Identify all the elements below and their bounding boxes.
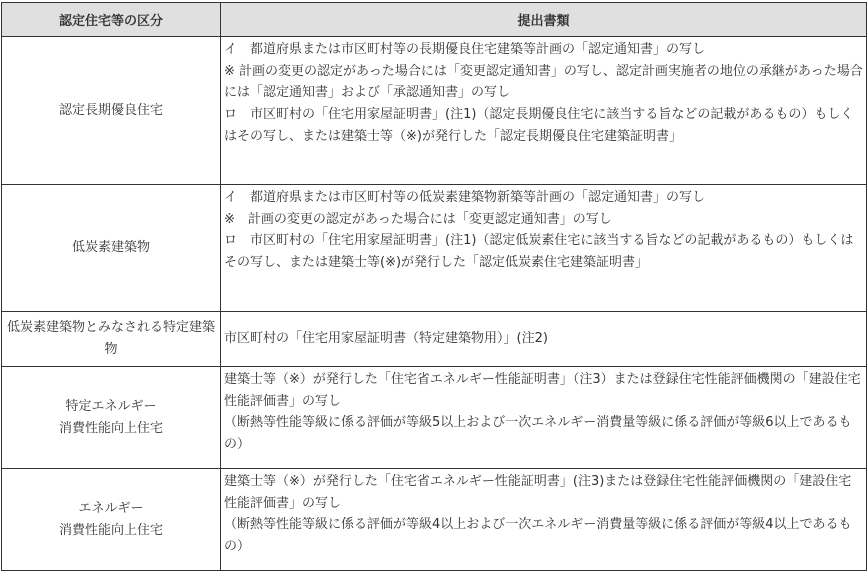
- document-line: ロ 市区町村の「住宅用家屋証明書」(注1)（認定低炭素住宅に該当する旨などの記載があるもの）もしくはその写し、または建築士等(※)が発行した「認定低炭素住宅建築証明書」: [224, 233, 854, 271]
- category-cell: 認定長期優良住宅: [2, 37, 221, 185]
- category-cell: 低炭素建築物: [2, 185, 221, 312]
- document-line: イ 都道府県または市区町村等の長期優良住宅建築等計画の「認定通知書」の写し: [224, 42, 706, 57]
- table-row: [2, 469, 867, 571]
- table-row: [2, 37, 867, 185]
- category-line: エネルギー: [78, 500, 144, 516]
- category-line: 消費性能向上住宅: [58, 522, 163, 538]
- table-row: [2, 367, 867, 469]
- table-row: [2, 185, 867, 312]
- category-cell: 低炭素建築物とみなされる特定建築物: [2, 312, 221, 367]
- category-cell: [2, 469, 221, 571]
- document-condition: （断熱等性能等級に係る評価が等級4以上および一次エネルギー消費量等級に係る評価が等級4以上であるもの）: [224, 517, 852, 555]
- documents-cell: [221, 367, 867, 469]
- documents-cell: [221, 469, 867, 571]
- category-line: 特定エネルギー: [65, 398, 157, 414]
- documents-cell: [221, 185, 867, 312]
- category-cell: [2, 367, 221, 469]
- table-header-row: [2, 3, 867, 37]
- header-category: 認定住宅等の区分: [2, 3, 221, 37]
- document-line: イ 都道府県または市区町村等の低炭素建築物新築等計画の「認定通知書」の写し: [224, 190, 706, 205]
- document-condition: （断熱等性能等級に係る評価が等級5以上および一次エネルギー消費量等級に係る評価が等級6以上であるもの）: [224, 415, 852, 453]
- document-line: 市区町村の「住宅用家屋証明書（特定建築物用）」(注2): [224, 331, 548, 347]
- document-note: ※ 計画の変更の認定があった場合には「変更認定通知書」の写し、認定計画実施者の地位の承継があった場合には「認定通知書」および「承認通知書」の写し: [224, 63, 863, 101]
- document-note: ※ 計画の変更の認定があった場合には「変更認定通知書」の写し: [224, 211, 612, 227]
- table-row: [2, 312, 867, 367]
- header-documents: 提出書類: [221, 3, 867, 37]
- documents-cell: [221, 37, 867, 185]
- category-line: 消費性能向上住宅: [58, 420, 163, 436]
- document-line: ロ 市区町村の「住宅用家屋証明書」(注1)（認定長期優良住宅に該当する旨などの記載があるもの）もしくはその写し、または建築士等（※)が発行した「認定長期優良住宅建築証明書」: [224, 107, 854, 144]
- documents-table: [1, 2, 867, 571]
- documents-cell: [221, 312, 867, 367]
- document-line: 建築士等（※）が発行した「住宅省エネルギー性能証明書」(注3)または登録住宅性能評価機関の「建設住宅性能評価書」の写し: [224, 474, 852, 511]
- document-line: 建築士等（※）が発行した「住宅省エネルギー性能証明書」（注3）または登録住宅性能評価機関の「建設住宅性能評価書」の写し: [224, 372, 861, 409]
